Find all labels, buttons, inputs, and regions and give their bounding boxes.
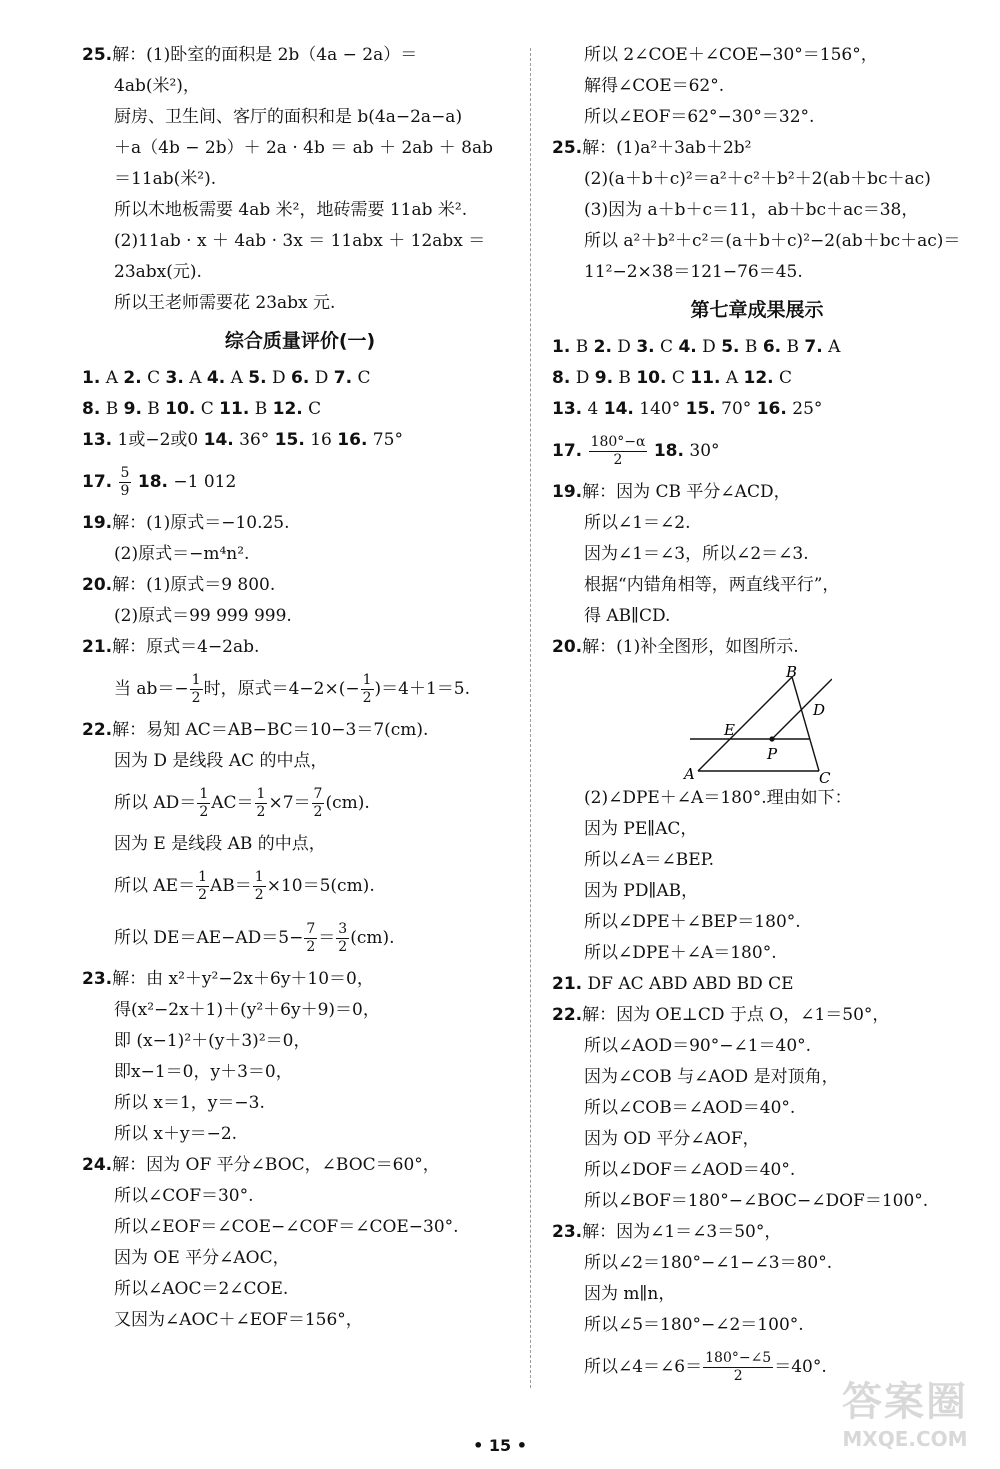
- text-line: [82, 133, 518, 164]
- text-segment: 得(x²−2x＋1)＋(y²＋6y＋9)＝0，: [114, 1000, 380, 1020]
- text-segment: 因为 D 是线段 AC 的中点，: [114, 751, 328, 771]
- text-segment: 解：(1)原式＝9 800.: [112, 575, 276, 595]
- text-segment: 所以∠2＝180°−∠1−∠3＝80°.: [584, 1253, 833, 1273]
- text-segment: 当 ab＝−: [114, 679, 189, 699]
- label-c: C: [819, 769, 831, 783]
- fraction-numerator: 1: [362, 672, 372, 688]
- question-number: 1.: [552, 337, 571, 357]
- text-segment: (2)11ab · x ＋ 4ab · 3x ＝ 11abx ＋ 12abx ＝: [114, 231, 486, 251]
- question-number: 18.: [653, 441, 684, 461]
- text-segment: 16: [304, 430, 338, 450]
- text-segment: C: [773, 368, 793, 388]
- question-number: 6.: [762, 337, 782, 357]
- fraction-denominator: 2: [306, 939, 316, 955]
- text-segment: 所以∠DPE＋∠BEP＝180°.: [584, 912, 801, 932]
- question-number: 17.: [82, 472, 113, 492]
- text-segment: 1或−2或0: [112, 430, 204, 450]
- fraction: [703, 1350, 773, 1385]
- question-number: 13.: [82, 430, 113, 450]
- text-segment: [112, 472, 117, 492]
- label-e: E: [724, 721, 735, 739]
- text-segment: D: [570, 368, 595, 388]
- text-line: [552, 876, 962, 907]
- text-segment: 所以∠1＝∠2.: [584, 513, 691, 533]
- question-number: 19.: [552, 482, 583, 502]
- text-segment: 解：因为 OE⊥CD 于点 O，∠1＝50°，: [582, 1005, 890, 1025]
- section-title: 综合质量评价(一): [224, 330, 376, 352]
- text-segment: 4ab(米²)，: [114, 76, 200, 96]
- text-line: [82, 912, 518, 964]
- fraction-numerator: 1: [254, 869, 264, 885]
- fraction-numerator: 5: [120, 465, 130, 481]
- text-segment: 所以∠5＝180°−∠2＝100°.: [584, 1315, 804, 1335]
- question-number: 16.: [756, 399, 787, 419]
- text-segment: 又因为∠AOC＋∠EOF＝156°，: [114, 1310, 363, 1330]
- text-segment: C: [654, 337, 679, 357]
- fraction-denominator: 2: [613, 452, 623, 468]
- fraction: [119, 465, 132, 500]
- text-segment: 所以木地板需要 4ab 米²，地砖需要 11ab 米².: [114, 200, 468, 220]
- text-segment: 所以∠AOD＝90°−∠1＝40°.: [584, 1036, 812, 1056]
- text-segment: (2)(a＋b＋c)²＝a²＋c²＋b²＋2(ab＋bc＋ac): [584, 169, 931, 189]
- question-number: 10.: [165, 399, 196, 419]
- text-segment: 所以∠A＝∠BEP.: [584, 850, 715, 870]
- question-number: 15.: [685, 399, 716, 419]
- text-segment: D: [611, 337, 637, 357]
- text-line: [82, 1026, 518, 1057]
- text-segment: ＋a（4b − 2b）＋ 2a · 4b ＝ ab ＋ 2ab ＋ 8ab: [114, 138, 493, 158]
- text-segment: C: [195, 399, 220, 419]
- column-divider: [530, 48, 531, 1388]
- question-number: 24.: [82, 1155, 113, 1175]
- text-line: [552, 938, 962, 969]
- text-line: [82, 164, 518, 195]
- text-line: [552, 1217, 962, 1248]
- text-segment: −1 012: [167, 472, 237, 492]
- fraction-denominator: 2: [198, 887, 208, 903]
- left-column: [82, 40, 518, 1336]
- text-line: [82, 1150, 518, 1181]
- text-line: [552, 332, 962, 363]
- text-segment: DF AC ABD ABD BD CE: [582, 974, 794, 994]
- text-segment: 所以 AE＝: [114, 876, 196, 896]
- text-segment: 解：(1)卧室的面积是 2b（4a − 2a）＝: [112, 45, 418, 65]
- text-line: [82, 363, 518, 394]
- watermark-logo: [820, 1378, 990, 1464]
- fraction: [196, 869, 209, 904]
- text-segment: 因为 PD∥AB，: [584, 881, 699, 901]
- text-segment: 所以王老师需要花 23abx 元.: [114, 293, 336, 313]
- text-segment: C: [352, 368, 371, 388]
- label-p: P: [767, 745, 778, 763]
- text-segment: ＝: [318, 928, 336, 948]
- text-segment: 解：易知 AC＝AB−BC＝10−3＝7(cm).: [112, 720, 429, 740]
- fraction-denominator: 2: [254, 887, 264, 903]
- text-line: [82, 195, 518, 226]
- text-line: [552, 845, 962, 876]
- text-segment: 所以∠COB＝∠AOD＝40°.: [584, 1098, 796, 1118]
- fraction: [312, 786, 325, 821]
- text-segment: 所以 AD＝: [114, 793, 197, 813]
- geometry-figure: [672, 665, 832, 783]
- text-line: [82, 1243, 518, 1274]
- line-ab: [698, 677, 792, 771]
- text-segment: 140°: [633, 399, 686, 419]
- right-column: [552, 40, 962, 1393]
- text-line: [552, 1093, 962, 1124]
- text-line: [552, 814, 962, 845]
- text-line: [552, 40, 962, 71]
- text-line: [552, 394, 962, 425]
- question-number: 3.: [636, 337, 655, 357]
- text-segment: 25°: [786, 399, 823, 419]
- text-segment: 所以 2∠COE＋∠COE−30°＝156°，: [584, 45, 878, 65]
- fraction-numerator: 1: [199, 786, 209, 802]
- section-title: 第七章成果展示: [690, 299, 824, 321]
- text-line: [82, 508, 518, 539]
- text-line: [82, 1305, 518, 1336]
- text-line: [552, 102, 962, 133]
- fraction: [253, 869, 266, 904]
- text-line: [552, 164, 962, 195]
- fraction-denominator: 2: [199, 804, 209, 820]
- question-number: 21.: [82, 637, 113, 657]
- text-segment: 4: [582, 399, 604, 419]
- text-line: [552, 425, 962, 477]
- line-bc: [792, 677, 819, 771]
- text-segment: ＝11ab(米²).: [114, 169, 217, 189]
- text-segment: ×7＝: [268, 793, 311, 813]
- question-number: 23.: [552, 1222, 583, 1242]
- text-segment: B: [100, 399, 124, 419]
- text-line: [552, 1124, 962, 1155]
- question-number: 19.: [82, 513, 113, 533]
- text-line: [552, 71, 962, 102]
- text-segment: A: [183, 368, 207, 388]
- fraction-denominator: 2: [313, 804, 323, 820]
- text-line: [82, 829, 518, 860]
- text-line: [552, 570, 962, 601]
- text-segment: A: [225, 368, 249, 388]
- text-line: [552, 1310, 962, 1341]
- text-segment: D: [309, 368, 334, 388]
- text-segment: 解：(1)补全图形，如图所示.: [582, 637, 799, 657]
- fraction: [190, 672, 203, 707]
- question-number: 11.: [219, 399, 250, 419]
- text-segment: B: [781, 337, 805, 357]
- text-segment: B: [613, 368, 637, 388]
- fraction: [304, 921, 317, 956]
- question-number: 15.: [274, 430, 305, 450]
- text-segment: (2)原式＝−m⁴n².: [114, 544, 250, 564]
- question-number: 9.: [123, 399, 142, 419]
- text-segment: 所以∠AOC＝2∠COE.: [114, 1279, 289, 1299]
- text-segment: AB＝: [210, 876, 252, 896]
- text-line: [552, 363, 962, 394]
- text-segment: C: [666, 368, 691, 388]
- question-number: 14.: [203, 430, 234, 450]
- text-line: [552, 969, 962, 1000]
- text-segment: 时，原式＝4−2×(−: [203, 679, 360, 699]
- fraction-numerator: 1: [256, 786, 266, 802]
- text-line: [82, 102, 518, 133]
- text-line: [552, 1279, 962, 1310]
- text-segment: A: [100, 368, 124, 388]
- text-segment: B: [249, 399, 273, 419]
- text-segment: 所以∠DOF＝∠AOD＝40°.: [584, 1160, 796, 1180]
- text-segment: 所以 x＋y＝−2.: [114, 1124, 238, 1144]
- question-number: 17.: [552, 441, 583, 461]
- text-line: [82, 746, 518, 777]
- text-segment: 所以∠4＝∠6＝: [584, 1357, 703, 1377]
- question-number: 10.: [636, 368, 667, 388]
- text-segment: 解：因为 CB 平分∠ACD，: [582, 482, 791, 502]
- question-number: 8.: [82, 399, 101, 419]
- question-number: 7.: [333, 368, 353, 388]
- text-segment: 解：由 x²＋y²−2x＋6y＋10＝0，: [112, 969, 374, 989]
- fraction-denominator: 2: [191, 690, 201, 706]
- text-line: [82, 1181, 518, 1212]
- text-line: [552, 226, 962, 257]
- question-number: 6.: [291, 368, 310, 388]
- text-line: [552, 195, 962, 226]
- text-line: [82, 71, 518, 102]
- question-number: 22.: [82, 720, 113, 740]
- text-segment: A: [822, 337, 841, 357]
- text-segment: ×10＝5(cm).: [266, 876, 375, 896]
- right-column-bottom: [552, 783, 962, 1393]
- fraction-denominator: 2: [362, 690, 372, 706]
- question-number: 18.: [137, 472, 168, 492]
- text-segment: 36°: [233, 430, 275, 450]
- text-segment: 解：原式＝4−2ab.: [112, 637, 260, 657]
- fraction-numerator: 7: [313, 786, 323, 802]
- text-segment: 即 (x−1)²＋(y＋3)²＝0，: [114, 1031, 311, 1051]
- text-line: [82, 632, 518, 663]
- question-number: 4.: [678, 337, 697, 357]
- text-segment: D: [266, 368, 292, 388]
- fraction-denominator: 2: [338, 939, 348, 955]
- page-number: • 15 •: [473, 1436, 527, 1455]
- label-a: A: [684, 765, 695, 783]
- text-segment: B: [141, 399, 166, 419]
- text-line: [552, 783, 962, 814]
- text-line: [82, 394, 518, 425]
- fraction-numerator: 1: [198, 869, 208, 885]
- text-segment: 因为∠1＝∠3，所以∠2＝∠3.: [584, 544, 809, 564]
- question-number: 23.: [82, 969, 113, 989]
- text-line: [552, 257, 962, 288]
- text-line: [82, 257, 518, 288]
- text-segment: 根据“内错角相等，两直线平行”，: [584, 575, 840, 595]
- text-segment: 75°: [367, 430, 403, 450]
- question-number: 5.: [248, 368, 267, 388]
- fraction-denominator: 9: [120, 483, 130, 499]
- text-segment: 因为 OD 平分∠AOF，: [584, 1129, 760, 1149]
- text-segment: 解：(1)a²＋3ab＋2b²: [582, 138, 752, 158]
- question-number: 22.: [552, 1005, 583, 1025]
- question-number: 12.: [272, 399, 303, 419]
- fraction-numerator: 3: [338, 921, 348, 937]
- text-segment: 所以 x＝1，y＝−3.: [114, 1093, 265, 1113]
- text-line: [82, 570, 518, 601]
- question-number: 12.: [743, 368, 774, 388]
- question-number: 13.: [552, 399, 583, 419]
- question-number: 20.: [552, 637, 583, 657]
- text-segment: 因为 PE∥AC，: [584, 819, 698, 839]
- text-line: [82, 860, 518, 912]
- right-column-top: [552, 40, 962, 663]
- question-number: 9.: [594, 368, 614, 388]
- text-segment: AC＝: [211, 793, 254, 813]
- fraction-denominator: 2: [733, 1368, 743, 1384]
- text-segment: C: [302, 399, 322, 419]
- text-segment: 因为∠COB 与∠AOD 是对顶角，: [584, 1067, 839, 1087]
- text-line: [82, 1088, 518, 1119]
- fraction: [336, 921, 349, 956]
- text-segment: 23abx(元).: [114, 262, 202, 282]
- text-segment: 所以∠BOF＝180°−∠BOC−∠DOF＝100°.: [584, 1191, 929, 1211]
- text-line: [552, 1155, 962, 1186]
- text-line: [552, 601, 962, 632]
- text-line: [552, 907, 962, 938]
- fraction-numerator: 180°−α: [590, 434, 646, 450]
- question-number: 2.: [123, 368, 142, 388]
- text-segment: D: [696, 337, 722, 357]
- text-segment: 所以∠DPE＋∠A＝180°.: [584, 943, 777, 963]
- text-segment: [582, 441, 587, 461]
- text-line: [82, 456, 518, 508]
- text-segment: 解：因为∠1＝∠3＝50°，: [582, 1222, 782, 1242]
- text-line: [552, 508, 962, 539]
- text-line: [552, 539, 962, 570]
- text-line: [82, 1119, 518, 1150]
- fraction-denominator: 2: [256, 804, 266, 820]
- text-segment: 解：(1)原式＝−10.25.: [112, 513, 290, 533]
- question-number: 25.: [552, 138, 583, 158]
- fraction: [255, 786, 268, 821]
- text-segment: 因为 OE 平分∠AOC，: [114, 1248, 290, 1268]
- text-segment: 解：因为 OF 平分∠BOC，∠BOC＝60°，: [112, 1155, 440, 1175]
- text-line: [82, 40, 518, 71]
- text-line: [82, 1212, 518, 1243]
- text-segment: (3)因为 a＋b＋c＝11，ab＋bc＋ac＝38，: [584, 200, 919, 220]
- text-line: [552, 1186, 962, 1217]
- question-number: 16.: [337, 430, 368, 450]
- text-line: [82, 1057, 518, 1088]
- text-segment: 得 AB∥CD.: [584, 606, 671, 626]
- text-segment: ＝40°.: [774, 1357, 827, 1377]
- fraction-numerator: 180°−∠5: [705, 1350, 772, 1366]
- text-line: [82, 539, 518, 570]
- text-segment: 所以∠EOF＝62°−30°＝32°.: [584, 107, 815, 127]
- text-segment: 11²−2×38＝121−76＝45.: [584, 262, 803, 282]
- text-segment: 70°: [715, 399, 757, 419]
- text-segment: 即x−1＝0，y＋3＝0，: [114, 1062, 293, 1082]
- question-number: 20.: [82, 575, 113, 595]
- text-segment: 所以∠EOF＝∠COE−∠COF＝∠COE−30°.: [114, 1217, 459, 1237]
- text-segment: 解得∠COE＝62°.: [584, 76, 725, 96]
- text-line: [552, 1031, 962, 1062]
- watermark-url: MXQE.COM: [842, 1427, 968, 1451]
- text-segment: 30°: [683, 441, 720, 461]
- text-line: [82, 715, 518, 746]
- question-number: 21.: [552, 974, 583, 994]
- text-line: [82, 1274, 518, 1305]
- text-line: [552, 1248, 962, 1279]
- text-line: [82, 288, 518, 319]
- text-segment: 所以 a²＋b²＋c²＝(a＋b＋c)²−2(ab＋bc＋ac)＝: [584, 231, 961, 251]
- text-segment: A: [720, 368, 744, 388]
- text-line: [82, 964, 518, 995]
- fraction: [197, 786, 210, 821]
- text-segment: 所以∠COF＝30°.: [114, 1186, 254, 1206]
- fraction-numerator: 7: [306, 921, 316, 937]
- text-line: [82, 777, 518, 829]
- text-segment: (cm).: [325, 793, 370, 813]
- question-number: 8.: [552, 368, 571, 388]
- question-number: 2.: [593, 337, 612, 357]
- question-number: 5.: [721, 337, 740, 357]
- text-line: [82, 995, 518, 1026]
- text-line: [552, 1000, 962, 1031]
- text-line: [82, 226, 518, 257]
- fraction: [589, 434, 648, 469]
- question-number: 14.: [603, 399, 634, 419]
- text-line: [82, 601, 518, 632]
- text-segment: B: [570, 337, 594, 357]
- watermark-text: 答案圈: [842, 1379, 968, 1425]
- text-segment: (2)原式＝99 999 999.: [114, 606, 292, 626]
- text-segment: 所以 DE＝AE−AD＝5−: [114, 928, 304, 948]
- text-line: [552, 632, 962, 663]
- point-p: [769, 736, 774, 741]
- text-line: [82, 425, 518, 456]
- text-segment: 因为 E 是线段 AB 的中点，: [114, 834, 326, 854]
- text-line: [552, 1062, 962, 1093]
- fraction-numerator: 1: [191, 672, 201, 688]
- fraction: [361, 672, 374, 707]
- text-segment: )＝4＋1＝5.: [374, 679, 470, 699]
- question-number: 1.: [82, 368, 101, 388]
- label-b: B: [786, 665, 798, 681]
- text-segment: (cm).: [350, 928, 395, 948]
- question-number: 3.: [165, 368, 184, 388]
- text-line: [552, 477, 962, 508]
- text-segment: 因为 m∥n，: [584, 1284, 676, 1304]
- text-line: [82, 663, 518, 715]
- text-line: [552, 133, 962, 164]
- text-segment: C: [141, 368, 166, 388]
- label-d: D: [813, 701, 826, 719]
- question-number: 4.: [206, 368, 226, 388]
- text-segment: 厨房、卫生间、客厅的面积和是 b(4a−2a−a): [114, 107, 463, 127]
- text-segment: B: [739, 337, 763, 357]
- question-number: 7.: [804, 337, 823, 357]
- question-number: 11.: [690, 368, 721, 388]
- text-segment: (2)∠DPE＋∠A＝180°.理由如下：: [584, 788, 852, 808]
- question-number: 25.: [82, 45, 113, 65]
